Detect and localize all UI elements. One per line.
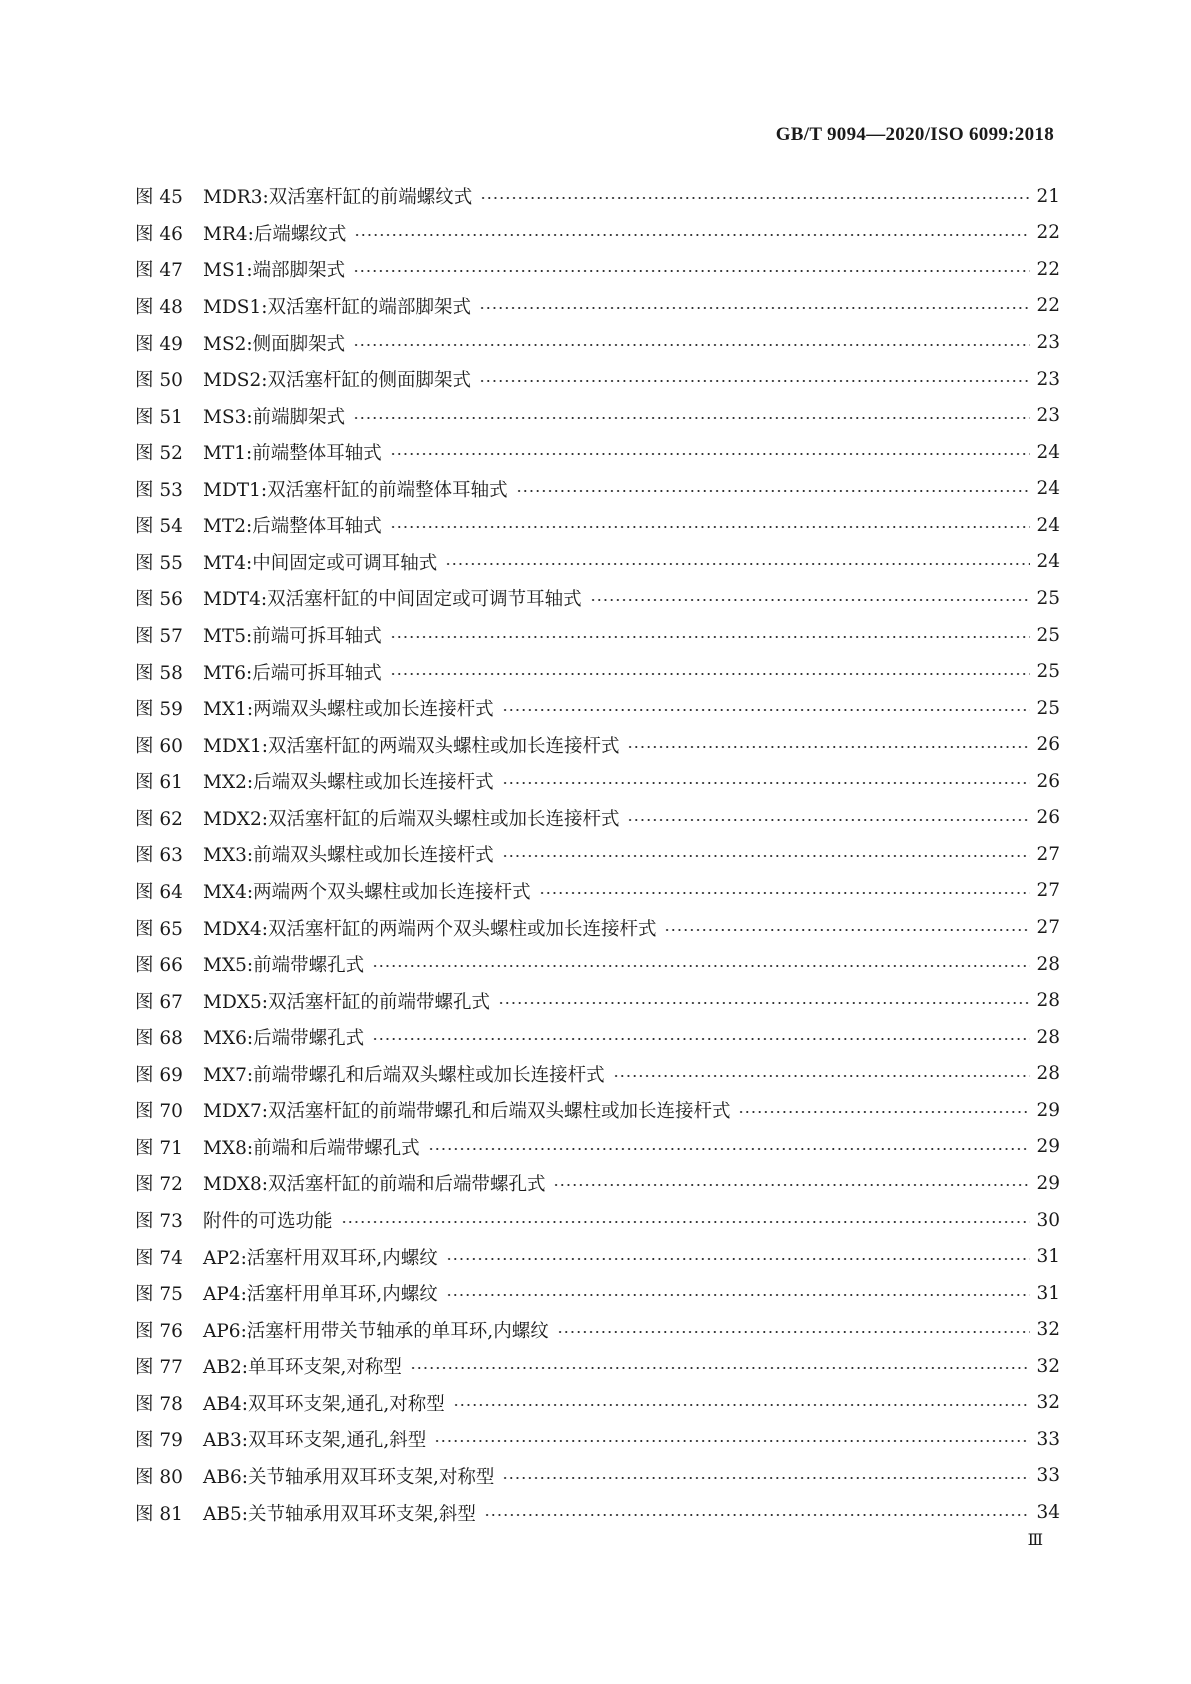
toc-entry[interactable] bbox=[135, 617, 1060, 654]
figure-title: MT5:前端可拆耳轴式 bbox=[203, 626, 382, 648]
figure-number: 图 69 bbox=[135, 1064, 183, 1086]
dot-leader bbox=[390, 526, 1030, 528]
figure-title: MX1:两端双头螺柱或加长连接杆式 bbox=[203, 699, 494, 721]
toc-entry[interactable] bbox=[135, 836, 1060, 873]
dot-leader bbox=[590, 599, 1030, 601]
dot-leader bbox=[553, 1184, 1030, 1186]
figure-number: 图 45 bbox=[135, 187, 183, 209]
figure-number: 图 50 bbox=[135, 370, 183, 392]
page-ref: 33 bbox=[1036, 1428, 1060, 1450]
toc-entry[interactable] bbox=[135, 982, 1060, 1019]
dot-leader bbox=[353, 270, 1030, 272]
toc-entry[interactable] bbox=[135, 800, 1060, 837]
toc-entry[interactable] bbox=[135, 1238, 1060, 1275]
dot-leader bbox=[353, 344, 1030, 346]
toc-entry[interactable] bbox=[135, 1202, 1060, 1239]
figure-number: 图 68 bbox=[135, 1028, 183, 1050]
page-ref: 22 bbox=[1036, 295, 1060, 317]
toc-entry[interactable] bbox=[135, 873, 1060, 910]
figure-title: MX7:前端带螺孔和后端双头螺柱或加长连接杆式 bbox=[203, 1064, 605, 1086]
figure-title: 附件的可选功能 bbox=[203, 1211, 333, 1233]
figure-number: 图 78 bbox=[135, 1393, 183, 1415]
page-ref: 26 bbox=[1036, 734, 1060, 756]
dot-leader bbox=[410, 1367, 1030, 1369]
figure-title: AP2:活塞杆用双耳环,内螺纹 bbox=[203, 1247, 438, 1269]
figure-number: 图 71 bbox=[135, 1137, 183, 1159]
toc-entry[interactable] bbox=[135, 434, 1060, 471]
dot-leader bbox=[390, 673, 1030, 675]
dot-leader bbox=[502, 782, 1030, 784]
toc-entry[interactable] bbox=[135, 1019, 1060, 1056]
toc-entry[interactable] bbox=[135, 1421, 1060, 1458]
toc-entry[interactable] bbox=[135, 726, 1060, 763]
page-ref: 27 bbox=[1036, 880, 1060, 902]
page-ref: 28 bbox=[1036, 990, 1060, 1012]
dot-leader bbox=[434, 1440, 1030, 1442]
figure-number: 图 72 bbox=[135, 1174, 183, 1196]
page-ref: 26 bbox=[1036, 807, 1060, 829]
dot-leader bbox=[479, 380, 1030, 382]
dot-leader bbox=[539, 892, 1030, 894]
figure-number: 图 56 bbox=[135, 589, 183, 611]
figure-number: 图 53 bbox=[135, 479, 183, 501]
figure-number: 图 57 bbox=[135, 626, 183, 648]
figure-number: 图 52 bbox=[135, 443, 183, 465]
dot-leader bbox=[390, 636, 1030, 638]
figure-title: MT6:后端可拆耳轴式 bbox=[203, 662, 382, 684]
figure-list bbox=[135, 178, 1060, 1531]
figure-title: AB5:关节轴承用双耳环支架,斜型 bbox=[203, 1503, 476, 1525]
dot-leader bbox=[627, 819, 1030, 821]
toc-entry[interactable] bbox=[135, 653, 1060, 690]
figure-title: AB6:关节轴承用双耳环支架,对称型 bbox=[203, 1466, 495, 1488]
page-ref: 22 bbox=[1036, 222, 1060, 244]
dot-leader bbox=[353, 417, 1030, 419]
figure-title: MDS1:双活塞杆缸的端部脚架式 bbox=[203, 296, 471, 318]
figure-number: 图 76 bbox=[135, 1320, 183, 1342]
page-ref: 25 bbox=[1036, 661, 1060, 683]
page-ref: 29 bbox=[1036, 1099, 1060, 1121]
dot-leader bbox=[613, 1075, 1030, 1077]
figure-number: 图 63 bbox=[135, 845, 183, 867]
dot-leader bbox=[390, 453, 1030, 455]
figure-number: 图 51 bbox=[135, 406, 183, 428]
figure-title: MX8:前端和后端带螺孔式 bbox=[203, 1137, 420, 1159]
dot-leader bbox=[502, 855, 1030, 857]
figure-number: 图 80 bbox=[135, 1466, 183, 1488]
dot-leader bbox=[372, 965, 1030, 967]
figure-number: 图 79 bbox=[135, 1430, 183, 1452]
figure-title: MS1:端部脚架式 bbox=[203, 260, 346, 282]
page-ref: 28 bbox=[1036, 1063, 1060, 1085]
dot-leader bbox=[502, 1477, 1030, 1479]
toc-entry[interactable] bbox=[135, 251, 1060, 288]
page-ref: 32 bbox=[1036, 1355, 1060, 1377]
figure-number: 图 77 bbox=[135, 1357, 183, 1379]
figure-number: 图 75 bbox=[135, 1284, 183, 1306]
dot-leader bbox=[664, 929, 1030, 931]
figure-number: 图 55 bbox=[135, 552, 183, 574]
toc-entry[interactable] bbox=[135, 1275, 1060, 1312]
dot-leader bbox=[446, 1294, 1030, 1296]
figure-number: 图 65 bbox=[135, 918, 183, 940]
figure-number: 图 59 bbox=[135, 699, 183, 721]
figure-number: 图 62 bbox=[135, 808, 183, 830]
toc-entry[interactable] bbox=[135, 1092, 1060, 1129]
page-ref: 23 bbox=[1036, 405, 1060, 427]
figure-number: 图 60 bbox=[135, 735, 183, 757]
page-ref: 27 bbox=[1036, 917, 1060, 939]
figure-number: 图 46 bbox=[135, 223, 183, 245]
page-ref: 32 bbox=[1036, 1319, 1060, 1341]
page-ref: 21 bbox=[1036, 185, 1060, 207]
toc-entry[interactable] bbox=[135, 1494, 1060, 1531]
figure-number: 图 74 bbox=[135, 1247, 183, 1269]
figure-title: MDS2:双活塞杆缸的侧面脚架式 bbox=[203, 370, 471, 392]
toc-entry[interactable] bbox=[135, 324, 1060, 361]
figure-number: 图 67 bbox=[135, 991, 183, 1013]
toc-entry[interactable] bbox=[135, 1385, 1060, 1422]
toc-entry[interactable] bbox=[135, 215, 1060, 252]
figure-title: AB3:双耳环支架,通孔,斜型 bbox=[203, 1430, 427, 1452]
page-ref: 24 bbox=[1036, 551, 1060, 573]
figure-title: MDX7:双活塞杆缸的前端带螺孔和后端双头螺柱或加长连接杆式 bbox=[203, 1101, 731, 1123]
figure-number: 图 58 bbox=[135, 662, 183, 684]
figure-title: MX3:前端双头螺柱或加长连接杆式 bbox=[203, 845, 494, 867]
figure-title: MDX2:双活塞杆缸的后端双头螺柱或加长连接杆式 bbox=[203, 808, 620, 830]
dot-leader bbox=[479, 307, 1030, 309]
figure-number: 图 73 bbox=[135, 1211, 183, 1233]
page-ref: 24 bbox=[1036, 514, 1060, 536]
page-ref: 31 bbox=[1036, 1246, 1060, 1268]
toc-entry[interactable] bbox=[135, 909, 1060, 946]
figure-title: AB2:单耳环支架,对称型 bbox=[203, 1357, 402, 1379]
page-ref: 29 bbox=[1036, 1136, 1060, 1158]
toc-entry[interactable] bbox=[135, 1165, 1060, 1202]
dot-leader bbox=[627, 746, 1030, 748]
figure-number: 图 49 bbox=[135, 333, 183, 355]
figure-title: AP6:活塞杆用带关节轴承的单耳环,内螺纹 bbox=[203, 1320, 549, 1342]
figure-title: MX6:后端带螺孔式 bbox=[203, 1028, 365, 1050]
page-ref: 33 bbox=[1036, 1465, 1060, 1487]
figure-title: MT2:后端整体耳轴式 bbox=[203, 516, 382, 538]
figure-title: MX5:前端带螺孔式 bbox=[203, 955, 365, 977]
figure-title: MX2:后端双头螺柱或加长连接杆式 bbox=[203, 772, 494, 794]
dot-leader bbox=[428, 1148, 1030, 1150]
toc-entry[interactable] bbox=[135, 397, 1060, 434]
toc-entry[interactable] bbox=[135, 1458, 1060, 1495]
toc-entry[interactable] bbox=[135, 507, 1060, 544]
standard-code-header: GB/T 9094—2020/ISO 6099:2018 bbox=[775, 124, 1054, 145]
figure-title: MDX5:双活塞杆缸的前端带螺孔式 bbox=[203, 991, 490, 1013]
dot-leader bbox=[480, 197, 1030, 199]
figure-title: MDT4:双活塞杆缸的中间固定或可调节耳轴式 bbox=[203, 589, 582, 611]
dot-leader bbox=[516, 490, 1030, 492]
figure-title: AB4:双耳环支架,通孔,对称型 bbox=[203, 1393, 445, 1415]
page-ref: 34 bbox=[1036, 1502, 1060, 1524]
toc-entry[interactable] bbox=[135, 763, 1060, 800]
toc-entry[interactable] bbox=[135, 1129, 1060, 1166]
figure-title: AP4:活塞杆用单耳环,内螺纹 bbox=[203, 1284, 438, 1306]
page-ref: 23 bbox=[1036, 368, 1060, 390]
dot-leader bbox=[446, 1258, 1030, 1260]
dot-leader bbox=[498, 1002, 1030, 1004]
toc-entry[interactable] bbox=[135, 946, 1060, 983]
dot-leader bbox=[453, 1404, 1030, 1406]
page-ref: 29 bbox=[1036, 1172, 1060, 1194]
figure-title: MT1:前端整体耳轴式 bbox=[203, 443, 382, 465]
toc-entry[interactable] bbox=[135, 361, 1060, 398]
page-ref: 22 bbox=[1036, 258, 1060, 280]
page-ref: 28 bbox=[1036, 953, 1060, 975]
toc-entry[interactable] bbox=[135, 544, 1060, 581]
page-ref: 24 bbox=[1036, 478, 1060, 500]
page-ref: 31 bbox=[1036, 1282, 1060, 1304]
figure-title: MDT1:双活塞杆缸的前端整体耳轴式 bbox=[203, 479, 508, 501]
figure-number: 图 61 bbox=[135, 772, 183, 794]
figure-title: MS3:前端脚架式 bbox=[203, 406, 346, 428]
page-ref: 25 bbox=[1036, 697, 1060, 719]
toc-entry[interactable] bbox=[135, 178, 1060, 215]
dot-leader bbox=[445, 563, 1030, 565]
figure-title: MDX4:双活塞杆缸的两端两个双头螺柱或加长连接杆式 bbox=[203, 918, 657, 940]
figure-title: MDX8:双活塞杆缸的前端和后端带螺孔式 bbox=[203, 1174, 546, 1196]
figure-number: 图 64 bbox=[135, 881, 183, 903]
dot-leader bbox=[557, 1331, 1030, 1333]
figure-number: 图 81 bbox=[135, 1503, 183, 1525]
toc-entry[interactable] bbox=[135, 1056, 1060, 1093]
dot-leader bbox=[341, 1221, 1030, 1223]
page-ref: 32 bbox=[1036, 1392, 1060, 1414]
dot-leader bbox=[372, 1038, 1030, 1040]
toc-entry[interactable] bbox=[135, 1311, 1060, 1348]
page-ref: 27 bbox=[1036, 843, 1060, 865]
dot-leader bbox=[502, 709, 1030, 711]
figure-title: MS2:侧面脚架式 bbox=[203, 333, 346, 355]
figure-number: 图 54 bbox=[135, 516, 183, 538]
figure-title: MT4:中间固定或可调耳轴式 bbox=[203, 552, 438, 574]
page-ref: 25 bbox=[1036, 587, 1060, 609]
page-ref: 28 bbox=[1036, 1026, 1060, 1048]
toc-entry[interactable] bbox=[135, 580, 1060, 617]
page-ref: 26 bbox=[1036, 770, 1060, 792]
page-ref: 30 bbox=[1036, 1209, 1060, 1231]
page-ref: 24 bbox=[1036, 441, 1060, 463]
figure-number: 图 48 bbox=[135, 296, 183, 318]
toc-entry[interactable] bbox=[135, 1348, 1060, 1385]
dot-leader bbox=[484, 1514, 1030, 1516]
figure-number: 图 47 bbox=[135, 260, 183, 282]
figure-title: MR4:后端螺纹式 bbox=[203, 223, 347, 245]
page-ref: 25 bbox=[1036, 624, 1060, 646]
toc-entry[interactable] bbox=[135, 471, 1060, 508]
dot-leader bbox=[738, 1111, 1030, 1113]
figure-title: MX4:两端两个双头螺柱或加长连接杆式 bbox=[203, 881, 531, 903]
toc-entry[interactable] bbox=[135, 288, 1060, 325]
page-number: Ⅲ bbox=[1027, 1532, 1043, 1549]
figure-number: 图 66 bbox=[135, 955, 183, 977]
toc-entry[interactable] bbox=[135, 690, 1060, 727]
dot-leader bbox=[354, 234, 1030, 236]
figure-title: MDX1:双活塞杆缸的两端双头螺柱或加长连接杆式 bbox=[203, 735, 620, 757]
figure-number: 图 70 bbox=[135, 1101, 183, 1123]
page-ref: 23 bbox=[1036, 332, 1060, 354]
figure-title: MDR3:双活塞杆缸的前端螺纹式 bbox=[203, 187, 473, 209]
